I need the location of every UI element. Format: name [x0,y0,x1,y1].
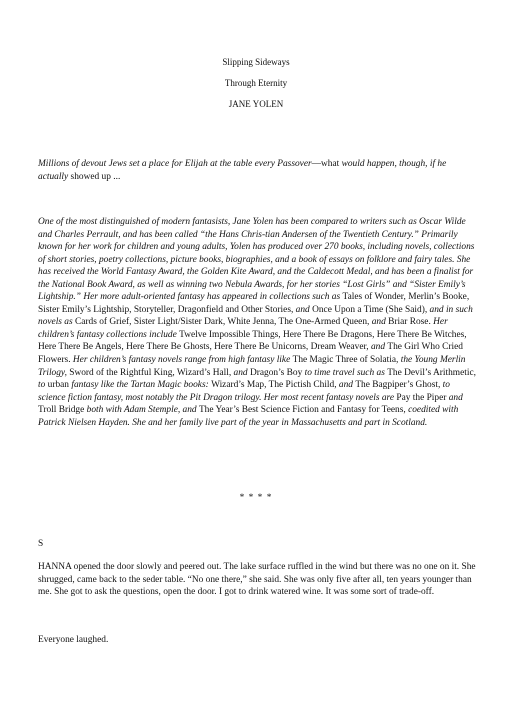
bio-text-run: One of the most distinguished of modern fantasists, Jane Yolen has been compared to writers such as Oscar Wilde and Charles Perrault, and has been called “the Hans Chris-tian Andersen of the Twentieth Century.” Primarily known for her work for children and young adults, Yolen has produced over 270 books, including novels, collections of short stories, poetry collections, picture books, biographies, and a book of essays on folklore and fairy tales. She has received the World Fantasy Award, the Golden Kite Award, and the Caldecott Medal, and has been a finalist for the National Book Award, as well as winning two Nebula Awards, for her stories “Lost Girls” and “Sister Emily’s Lightship.” Her more adult-oriented fantasy has appeared in collections such as [38,217,475,303]
bio-text-run: and [295,304,313,315]
bio-text-run: and [370,342,388,353]
title-line-2: Through Eternity [224,78,288,88]
bio-text-run: Pay the Piper [396,392,449,403]
bio-text-run: to science fiction fantasy, most notably the Pit Dragon trilogy. Her most recent fantasy novels are [38,380,450,403]
bio-text-run: and in such novels as [38,304,473,328]
author-name: JANE YOLEN [228,99,284,109]
author-bio-paragraph [38,216,478,429]
bio-text-run: to time travel such as [304,367,388,378]
epigraph-text-run: showed up ... [68,171,121,182]
bio-text-run: The Girl Who Cried Flowers. [38,342,463,366]
bio-text-run: Her children’s fantasy novels range from high fantasy like [72,355,293,366]
bio-text-run: and [371,317,389,328]
story-paragraph-1: HANNA opened the door slowly and peered out. The lake surface ruffled in the wind but there was no one on it. She shrugged, came back to the seder table. “No one there,” she said. She was only five after all, ten years younger than me. She got to ask the questions, open the door. I got to drink watered wine. It was some sort of trade-off. [38,562,476,598]
bio-text-run: The Bagpiper’s Ghost, [355,380,443,391]
bio-text-run: The Devil’s Arithmetic, [387,367,476,378]
bio-text-run: the Young Merlin Trilogy, [38,355,466,378]
bio-text-run: urban [47,380,72,391]
bio-text-run: Once Upon a Time (She Said), [312,304,430,315]
bio-text-run: to [38,380,48,391]
bio-text-run: coedited with Patrick Nielsen Hayden. She and her family live part of the year in Massachusetts and part in Scotland. [38,405,459,428]
bio-text-run: The Year’s Best Science Fiction and Fantasy for Teens, [198,405,409,416]
epigraph-text-run: would happen, though, if he actually [38,159,447,182]
story-paragraph-2: Everyone laughed. [38,635,109,645]
bio-text-run: Tales of Wonder, Merlin’s Booke, Sister Emily’s Lightship, Storyteller, Dragonfield and Other Stories, [38,292,470,315]
bio-text-run: Sword of the Rightful King, Wizard’s Hall, [69,367,234,378]
bio-text-run: The Magic Three of Solatia, [292,355,401,366]
bio-text-run: Dragon’s Boy [249,367,305,378]
bio-text-run: Troll Bridge [38,405,87,416]
bio-text-run: Briar Rose. [388,317,434,328]
bio-text-run: and [233,367,250,378]
epigraph-text-run: —what [311,159,342,169]
title-line-1: Slipping Sideways [222,57,290,67]
bio-text-run: Wizard’s Map, The Pictish Child, [211,380,339,391]
bio-text-run: and [448,392,463,403]
drop-letter: S [38,539,44,549]
section-separator: * * * * [239,493,273,503]
bio-text-run: both with Adam Stemple, and [86,405,199,416]
bio-text-run: fantasy like the Tartan Magic books: [71,380,212,391]
epigraph-text-run: Millions of devout Jews set a place for Elijah at the table every Passover [38,159,312,169]
bio-text-run: Twelve Impossible Things, Here There Be Dragons, Here There Be Witches, Here There Be Angels, Here There Be Ghosts, Here There Be Unicorns, Dream Weaver, [38,329,467,353]
epigraph-paragraph [38,158,478,183]
bio-text-run: Cards of Grief, Sister Light/Sister Dark, White Jenna, The One-Armed Queen, [74,317,372,328]
bio-text-run: and [338,380,356,391]
bio-text-run: Her children’s fantasy collections include [38,317,448,340]
